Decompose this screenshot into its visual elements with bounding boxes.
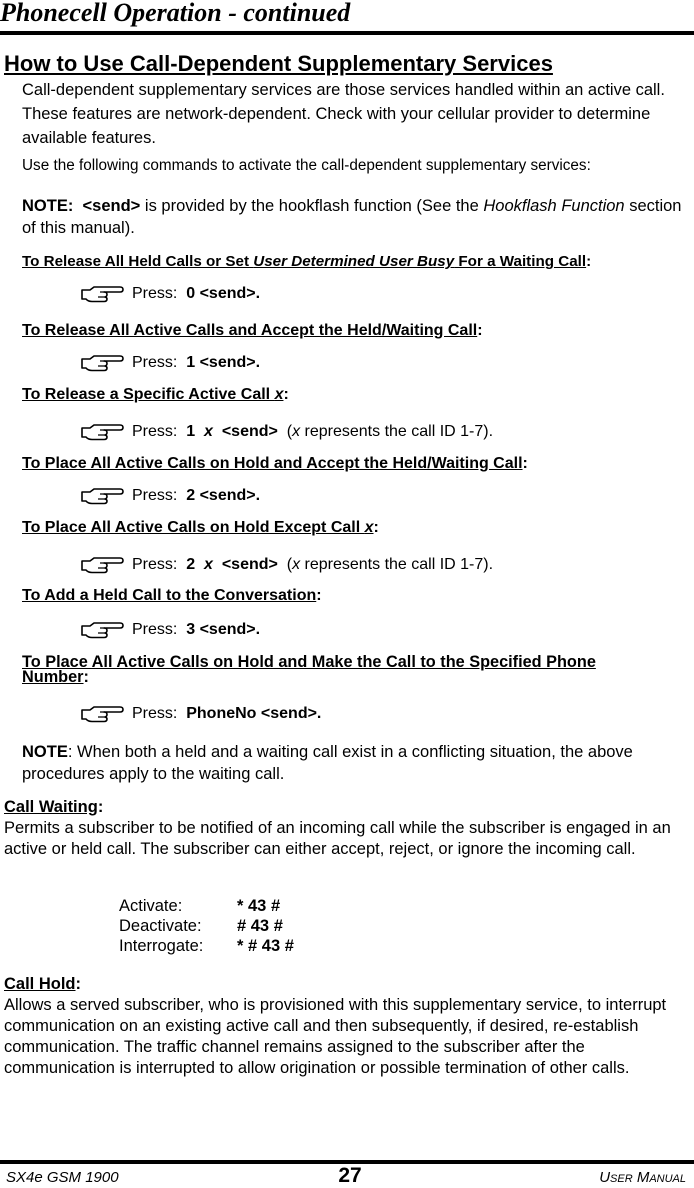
- footer-model: SX4e GSM 1900: [6, 1169, 119, 1186]
- pointing-hand-icon: [80, 352, 124, 372]
- pointing-hand-icon: [80, 283, 124, 303]
- pointing-hand-icon: [80, 554, 124, 574]
- key-sequence: 1 <send>.: [186, 354, 261, 371]
- intro-paragraph: Call-dependent supplementary services are those services handled within an active call. These features are network-dependent. Check with your cellular provider to determine available features.: [22, 81, 665, 147]
- note-label: NOTE:: [22, 197, 74, 215]
- command-heading-hold-except: To Place All Active Calls on Hold Except Call x:: [22, 519, 379, 536]
- pointing-hand-icon: [80, 485, 124, 505]
- code-row-activate: Activate: * 43 #: [119, 897, 281, 915]
- pointing-hand-icon: [80, 703, 124, 723]
- command-heading-hold-dial: To Place All Active Calls on Hold and Make the Call to the Specified Phone Number:: [22, 653, 596, 686]
- hookflash-note: [22, 195, 687, 239]
- pointing-hand-icon: [80, 619, 124, 639]
- key-sequence: 2: [186, 556, 196, 573]
- press-line: Press: 0 <send>.: [80, 283, 260, 304]
- note-send-key: <send>: [82, 197, 141, 215]
- press-line: Press: 2 x <send> (x represents the call ID 1-7).: [80, 554, 493, 575]
- page-number: 27: [338, 1164, 362, 1187]
- command-heading-release-specific: To Release a Specific Active Call x:: [22, 386, 289, 403]
- call-waiting-codes: [119, 896, 294, 956]
- key-sequence: 3 <send>.: [186, 621, 261, 638]
- key-sequence: PhoneNo <send>.: [186, 705, 322, 722]
- press-line: Press: 2 <send>.: [80, 485, 260, 506]
- command-heading-release-active: To Release All Active Calls and Accept the Held/Waiting Call:: [22, 322, 483, 339]
- call-waiting-body: Permits a subscriber to be notified of an incoming call while the subscriber is engaged in an active or held call. The subscriber can either accept, reject, or ignore the incoming call.: [4, 819, 671, 858]
- call-waiting-heading: Call Waiting:: [4, 798, 104, 816]
- command-heading-hold-accept: To Place All Active Calls on Hold and Accept the Held/Waiting Call:: [22, 455, 528, 472]
- note-text-b: section of this manual).: [22, 197, 682, 237]
- call-hold-body: Allows a served subscriber, who is provisioned with this supplementary service, to interrupt communication on an existing active call and then subsequently, if desired, re-establish communication. The traffic channel remains assigned to the subscriber after the communication is interrupted to allow origination or possible termination of other calls.: [4, 996, 667, 1077]
- note-italic: Hookflash Function: [483, 197, 625, 215]
- call-hold-heading: Call Hold:: [4, 975, 82, 993]
- note-label: NOTE: [22, 743, 68, 761]
- header-rule: [0, 31, 694, 35]
- key-sequence: 0 <send>.: [186, 285, 261, 302]
- key-sequence: 2 <send>.: [186, 487, 261, 504]
- press-line: Press: 3 <send>.: [80, 619, 260, 640]
- command-heading-release-held: To Release All Held Calls or Set User Determined User Busy For a Waiting Call:: [22, 253, 592, 270]
- command-heading-add-held: To Add a Held Call to the Conversation:: [22, 587, 322, 604]
- usage-instruction: Use the following commands to activate the call-dependent supplementary services:: [22, 157, 591, 174]
- press-line: Press: 1 <send>.: [80, 352, 260, 373]
- section-title: How to Use Call-Dependent Supplementary Services: [4, 51, 553, 76]
- press-line: Press: 1 x <send> (x represents the call ID 1-7).: [80, 421, 493, 442]
- press-line: Press: PhoneNo <send>.: [80, 703, 321, 724]
- key-sequence: 1: [186, 423, 196, 440]
- code-row-interrogate: Interrogate: * # 43 #: [119, 937, 294, 955]
- code-row-deactivate: Deactivate: # 43 #: [119, 917, 283, 935]
- pointing-hand-icon: [80, 421, 124, 441]
- conflict-note: NOTE: When both a held and a waiting call exist in a conflicting situation, the above procedures apply to the waiting call.: [22, 743, 633, 783]
- footer-manual: User Manual: [599, 1169, 686, 1186]
- note-text-a: is provided by the hookflash function (See the: [140, 197, 484, 215]
- page-header-title: Phonecell Operation - continued: [0, 0, 351, 27]
